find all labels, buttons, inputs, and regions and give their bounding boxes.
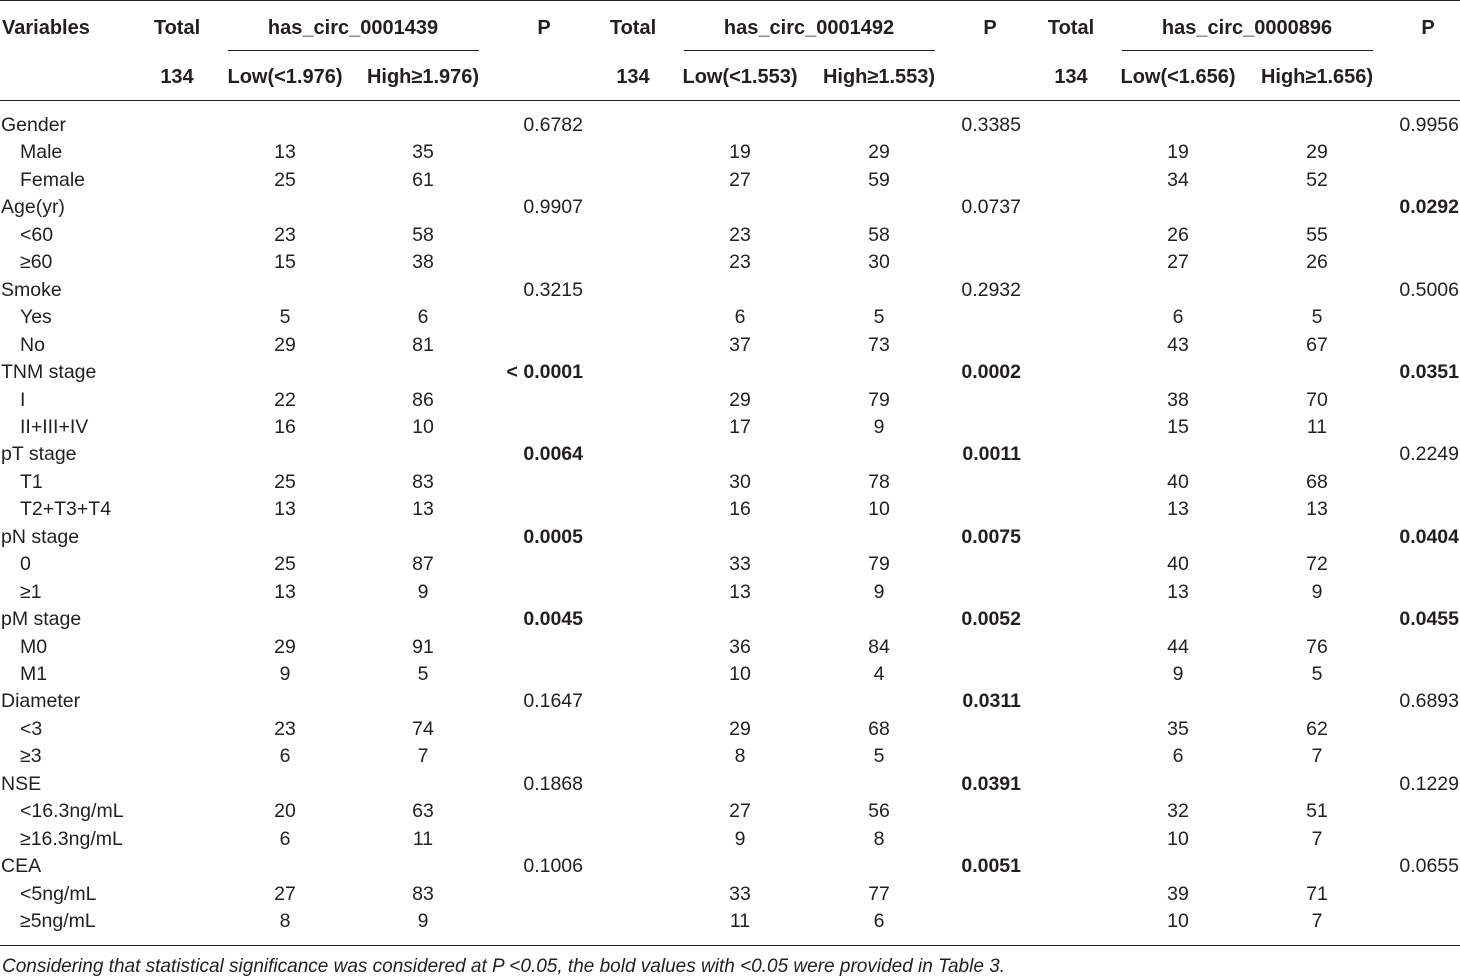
count-cell: 44 bbox=[1167, 635, 1189, 658]
count-cell: 11 bbox=[412, 827, 434, 850]
count-cell: 23 bbox=[274, 717, 296, 740]
count-cell: 13 bbox=[1167, 498, 1189, 521]
subgroup-label: <5ng/mL bbox=[20, 882, 97, 905]
p-value: 0.5006 bbox=[1399, 278, 1459, 301]
p-value: 0.0391 bbox=[961, 772, 1021, 795]
count-cell: 11 bbox=[729, 910, 751, 932]
p-value: 0.0351 bbox=[1399, 361, 1459, 383]
p-value: 0.0292 bbox=[1399, 196, 1459, 219]
count-cell: 5 bbox=[873, 745, 885, 768]
count-cell: 58 bbox=[868, 223, 890, 246]
count-cell: 29 bbox=[1306, 141, 1328, 164]
subgroup-label: T2+T3+T4 bbox=[20, 498, 112, 521]
subgroup-label: 0 bbox=[20, 553, 31, 576]
count-cell: 7 bbox=[1311, 745, 1323, 768]
p-value: 0.2932 bbox=[961, 278, 1021, 301]
count-cell: 86 bbox=[412, 388, 434, 411]
header-variables: Variables bbox=[2, 17, 90, 39]
count-cell: 9 bbox=[279, 663, 291, 685]
count-cell: 74 bbox=[412, 717, 434, 740]
count-cell: 27 bbox=[274, 882, 296, 905]
count-cell: 79 bbox=[868, 388, 890, 411]
header-high: High≥1.976) bbox=[366, 66, 480, 88]
count-cell: 68 bbox=[868, 717, 890, 740]
subgroup-label: No bbox=[20, 333, 45, 356]
variable-label: Diameter bbox=[1, 690, 81, 713]
count-cell: 26 bbox=[1306, 251, 1328, 274]
header-high: High≥1.656) bbox=[1260, 66, 1374, 88]
count-cell: 15 bbox=[274, 251, 296, 274]
p-value: 0.0455 bbox=[1399, 608, 1459, 631]
count-cell: 19 bbox=[1167, 141, 1189, 164]
header-total: Total bbox=[1047, 17, 1095, 39]
p-value: 0.1868 bbox=[523, 772, 583, 795]
count-cell: 10 bbox=[868, 498, 890, 521]
subgroup-label: II+III+IV bbox=[20, 415, 89, 438]
subgroup-label: I bbox=[20, 388, 26, 411]
count-cell: 6 bbox=[873, 910, 885, 932]
count-cell: 5 bbox=[417, 663, 429, 685]
count-cell: 34 bbox=[1167, 168, 1189, 191]
count-cell: 9 bbox=[734, 827, 746, 850]
count-cell: 29 bbox=[729, 717, 751, 740]
count-cell: 67 bbox=[1306, 333, 1328, 356]
count-cell: 35 bbox=[1167, 717, 1189, 740]
count-cell: 6 bbox=[279, 745, 291, 768]
header-total-n: 134 bbox=[1054, 66, 1088, 88]
header-total-n: 134 bbox=[616, 66, 650, 88]
count-cell: 91 bbox=[412, 635, 434, 658]
p-value: 0.0075 bbox=[961, 525, 1021, 548]
variable-label: TNM stage bbox=[1, 361, 97, 383]
count-cell: 40 bbox=[1167, 553, 1189, 576]
p-value: 0.0002 bbox=[961, 361, 1021, 383]
p-value: 0.3385 bbox=[961, 114, 1021, 136]
count-cell: 70 bbox=[1306, 388, 1328, 411]
count-cell: 51 bbox=[1306, 800, 1328, 823]
count-cell: 52 bbox=[1306, 168, 1328, 191]
gene-underline bbox=[228, 50, 479, 51]
variable-label: Gender bbox=[1, 114, 67, 136]
count-cell: 56 bbox=[868, 800, 890, 823]
header-gene: has_circ_0000896 bbox=[1161, 17, 1333, 39]
count-cell: 38 bbox=[412, 251, 434, 274]
gene-underline bbox=[1122, 50, 1373, 51]
header-p: P bbox=[537, 17, 551, 39]
count-cell: 26 bbox=[1167, 223, 1189, 246]
count-cell: 9 bbox=[1172, 663, 1184, 685]
count-cell: 81 bbox=[412, 333, 434, 356]
header-gene: has_circ_0001492 bbox=[723, 17, 895, 39]
header-rule bbox=[0, 100, 1460, 101]
count-cell: 83 bbox=[412, 882, 434, 905]
count-cell: 33 bbox=[729, 882, 751, 905]
count-cell: 35 bbox=[412, 141, 434, 164]
count-cell: 6 bbox=[734, 306, 746, 329]
subgroup-label: M0 bbox=[20, 635, 48, 658]
count-cell: 6 bbox=[1172, 306, 1184, 329]
count-cell: 40 bbox=[1167, 470, 1189, 493]
count-cell: 71 bbox=[1306, 882, 1328, 905]
count-cell: 29 bbox=[729, 388, 751, 411]
count-cell: 29 bbox=[868, 141, 890, 164]
variable-label: pT stage bbox=[1, 443, 77, 466]
count-cell: 13 bbox=[1306, 498, 1328, 521]
header-total: Total bbox=[609, 17, 657, 39]
count-cell: 27 bbox=[729, 800, 751, 823]
count-cell: 5 bbox=[1311, 306, 1323, 329]
subgroup-label: Female bbox=[20, 168, 86, 191]
p-value: 0.0045 bbox=[523, 608, 583, 631]
count-cell: 19 bbox=[729, 141, 751, 164]
count-cell: 9 bbox=[873, 580, 885, 603]
count-cell: 55 bbox=[1306, 223, 1328, 246]
count-cell: 39 bbox=[1167, 882, 1189, 905]
count-cell: 62 bbox=[1306, 717, 1328, 740]
bottom-rule bbox=[0, 945, 1460, 946]
p-value: 0.1647 bbox=[523, 690, 583, 713]
count-cell: 6 bbox=[417, 306, 429, 329]
header-total: Total bbox=[153, 17, 201, 39]
count-cell: 36 bbox=[729, 635, 751, 658]
count-cell: 7 bbox=[417, 745, 429, 768]
subgroup-label: T1 bbox=[20, 470, 43, 493]
count-cell: 6 bbox=[1172, 745, 1184, 768]
header-low: Low(<1.656) bbox=[1120, 66, 1236, 88]
count-cell: 5 bbox=[1311, 663, 1323, 685]
count-cell: 20 bbox=[274, 800, 296, 823]
count-cell: 16 bbox=[274, 415, 296, 438]
p-value: 0.6782 bbox=[523, 114, 583, 136]
subgroup-label: ≥1 bbox=[20, 580, 42, 603]
count-cell: 27 bbox=[729, 168, 751, 191]
p-value: 0.0737 bbox=[961, 196, 1021, 219]
header-low: Low(<1.553) bbox=[682, 66, 798, 88]
p-value: 0.0311 bbox=[962, 690, 1021, 713]
count-cell: 13 bbox=[274, 498, 296, 521]
count-cell: 15 bbox=[1167, 415, 1189, 438]
subgroup-label: M1 bbox=[20, 663, 48, 685]
count-cell: 77 bbox=[868, 882, 890, 905]
subgroup-label: <3 bbox=[20, 717, 43, 740]
count-cell: 10 bbox=[1167, 910, 1189, 932]
count-cell: 5 bbox=[279, 306, 291, 329]
subgroup-label: ≥5ng/mL bbox=[20, 910, 96, 932]
p-value: < 0.0001 bbox=[506, 361, 583, 383]
count-cell: 10 bbox=[412, 415, 434, 438]
variable-label: Age(yr) bbox=[1, 196, 65, 219]
subgroup-label: Yes bbox=[20, 306, 52, 329]
subgroup-label: Male bbox=[20, 141, 63, 164]
count-cell: 7 bbox=[1311, 910, 1323, 932]
count-cell: 16 bbox=[729, 498, 751, 521]
count-cell: 5 bbox=[873, 306, 885, 329]
count-cell: 25 bbox=[274, 553, 296, 576]
header-gene: has_circ_0001439 bbox=[267, 17, 439, 39]
p-value: 0.0011 bbox=[962, 443, 1021, 466]
count-cell: 61 bbox=[412, 168, 434, 191]
count-cell: 72 bbox=[1306, 553, 1328, 576]
count-cell: 37 bbox=[729, 333, 751, 356]
count-cell: 58 bbox=[412, 223, 434, 246]
p-value: 0.9907 bbox=[523, 196, 583, 219]
count-cell: 9 bbox=[873, 415, 885, 438]
count-cell: 13 bbox=[412, 498, 434, 521]
count-cell: 43 bbox=[1167, 333, 1189, 356]
count-cell: 25 bbox=[274, 470, 296, 493]
count-cell: 87 bbox=[412, 553, 434, 576]
count-cell: 32 bbox=[1167, 800, 1189, 823]
header-low: Low(<1.976) bbox=[227, 66, 343, 88]
subgroup-label: ≥60 bbox=[20, 251, 53, 274]
table-footnote: Considering that statistical significance was considered at P <0.05, the bold values with <0.05 were provided in Table 3. bbox=[2, 956, 1006, 977]
variable-label: pM stage bbox=[1, 608, 82, 631]
count-cell: 79 bbox=[868, 553, 890, 576]
count-cell: 6 bbox=[279, 827, 291, 850]
count-cell: 8 bbox=[734, 745, 746, 768]
p-value: 0.0404 bbox=[1399, 525, 1459, 548]
p-value: 0.0655 bbox=[1399, 855, 1459, 878]
count-cell: 9 bbox=[1311, 580, 1323, 603]
count-cell: 13 bbox=[1167, 580, 1189, 603]
variable-label: CEA bbox=[1, 855, 42, 878]
p-value: 0.1006 bbox=[523, 855, 583, 878]
header-high: High≥1.553) bbox=[822, 66, 936, 88]
variable-label: pN stage bbox=[1, 525, 80, 548]
count-cell: 27 bbox=[1167, 251, 1189, 274]
count-cell: 13 bbox=[729, 580, 751, 603]
count-cell: 9 bbox=[417, 910, 429, 932]
subgroup-label: ≥16.3ng/mL bbox=[20, 827, 123, 850]
count-cell: 30 bbox=[729, 470, 751, 493]
count-cell: 73 bbox=[868, 333, 890, 356]
p-value: 0.6893 bbox=[1399, 690, 1459, 713]
top-rule bbox=[0, 0, 1460, 1]
count-cell: 23 bbox=[274, 223, 296, 246]
p-value: 0.2249 bbox=[1399, 443, 1459, 466]
subgroup-label: <16.3ng/mL bbox=[20, 800, 124, 823]
count-cell: 78 bbox=[868, 470, 890, 493]
count-cell: 38 bbox=[1167, 388, 1189, 411]
p-value: 0.1229 bbox=[1399, 772, 1459, 795]
variable-label: NSE bbox=[1, 772, 42, 795]
count-cell: 10 bbox=[729, 663, 751, 685]
count-cell: 13 bbox=[274, 580, 296, 603]
count-cell: 83 bbox=[412, 470, 434, 493]
count-cell: 4 bbox=[873, 663, 885, 685]
count-cell: 84 bbox=[868, 635, 890, 658]
count-cell: 22 bbox=[274, 388, 296, 411]
count-cell: 23 bbox=[729, 251, 751, 274]
p-value: 0.0005 bbox=[523, 525, 583, 548]
count-cell: 8 bbox=[279, 910, 291, 932]
p-value: 0.0064 bbox=[523, 443, 583, 466]
count-cell: 63 bbox=[412, 800, 434, 823]
count-cell: 76 bbox=[1306, 635, 1328, 658]
count-cell: 11 bbox=[1306, 415, 1328, 438]
count-cell: 33 bbox=[729, 553, 751, 576]
count-cell: 23 bbox=[729, 223, 751, 246]
count-cell: 8 bbox=[873, 827, 885, 850]
count-cell: 59 bbox=[868, 168, 890, 191]
p-value: 0.3215 bbox=[523, 278, 583, 301]
count-cell: 17 bbox=[729, 415, 751, 438]
count-cell: 29 bbox=[274, 635, 296, 658]
count-cell: 13 bbox=[274, 141, 296, 164]
header-p: P bbox=[1421, 17, 1435, 39]
p-value: 0.9956 bbox=[1399, 114, 1459, 136]
count-cell: 9 bbox=[417, 580, 429, 603]
subgroup-label: ≥3 bbox=[20, 745, 42, 768]
p-value: 0.0052 bbox=[961, 608, 1021, 631]
count-cell: 25 bbox=[274, 168, 296, 191]
count-cell: 30 bbox=[868, 251, 890, 274]
variable-label: Smoke bbox=[1, 278, 62, 301]
header-total-n: 134 bbox=[160, 66, 194, 88]
count-cell: 68 bbox=[1306, 470, 1328, 493]
p-value: 0.0051 bbox=[961, 855, 1021, 878]
count-cell: 10 bbox=[1167, 827, 1189, 850]
count-cell: 29 bbox=[274, 333, 296, 356]
count-cell: 7 bbox=[1311, 827, 1323, 850]
gene-underline bbox=[684, 50, 935, 51]
subgroup-label: <60 bbox=[20, 223, 54, 246]
header-p: P bbox=[983, 17, 997, 39]
